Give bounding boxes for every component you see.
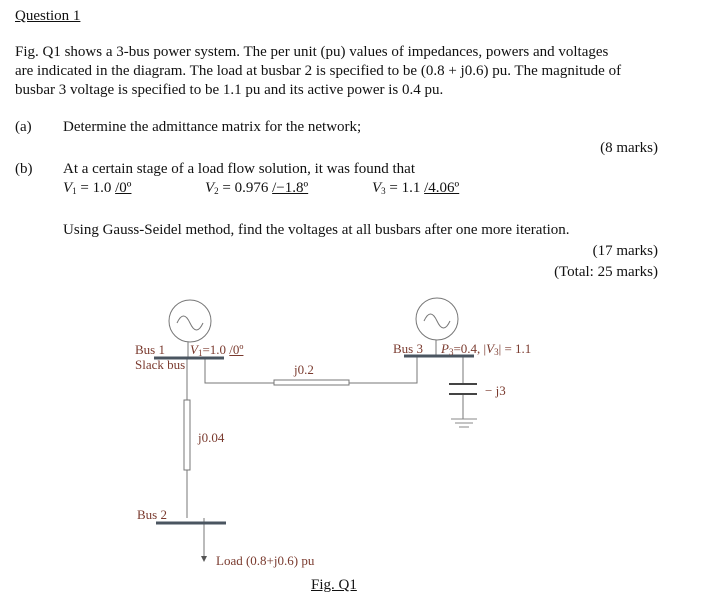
line-1-2-impedance-label: j0.04 <box>198 430 225 445</box>
v1-symbol: V <box>63 180 73 196</box>
v3-symbol: V <box>372 180 382 196</box>
slack-bus-label: Slack bus <box>135 357 186 372</box>
intro-line-1: Fig. Q1 shows a 3-bus power system. The per unit (pu) values of impedances, powers and voltages <box>15 44 609 60</box>
intro-line-3: busbar 3 voltage is specified to be 1.1 pu and its active power is 0.4 pu. <box>15 82 444 98</box>
v2-value: = 0.976 <box>218 180 273 196</box>
generator-1-icon <box>169 300 211 342</box>
part-a-text: Determine the admittance matrix for the network; <box>63 119 362 135</box>
bus-1-label: Bus 1 <box>135 342 165 357</box>
v3-value: = 1.1 <box>385 180 425 196</box>
part-a-marks: (8 marks) <box>600 140 658 156</box>
v1-annotation <box>190 343 243 360</box>
v1-ann-value: =1.0 <box>202 342 230 357</box>
figure-caption: Fig. Q1 <box>311 577 357 593</box>
p3-sub: 3 <box>448 347 454 357</box>
question-heading: Question 1 <box>15 8 81 24</box>
p3-value: =0.4, | <box>453 341 487 356</box>
v2-subscript: 2 <box>214 186 219 196</box>
v1-subscript: 1 <box>72 186 77 196</box>
part-b-label: (b) <box>15 161 33 177</box>
v1-value: = 1.0 <box>76 180 116 196</box>
v2-symbol: V <box>205 180 215 196</box>
bus-3-label: Bus 3 <box>393 341 423 356</box>
v3-subscript: 3 <box>381 186 386 196</box>
v1-ann-sub: 1 <box>197 348 203 358</box>
capacitor-label: − j3 <box>485 383 506 398</box>
total-marks: (Total: 25 marks) <box>554 264 658 280</box>
load-label: Load (0.8+j0.6) pu <box>216 553 315 568</box>
intro-line-2: are indicated in the diagram. The load at busbar 2 is specified to be (0.8 + j0.6) pu. The magnitude of <box>15 63 622 79</box>
generator-1-wave <box>177 316 203 330</box>
v1-ann-symbol: V <box>190 342 198 357</box>
v1-angle: /0º <box>115 180 132 196</box>
v1-ann-angle: /0º <box>229 342 244 357</box>
v3-ann-sub: 3 <box>494 347 499 357</box>
part-b-instruction: Using Gauss-Seidel method, find the voltages at all busbars after one more iteration. <box>63 222 570 238</box>
part-b-marks: (17 marks) <box>592 243 658 259</box>
part-b-text: At a certain stage of a load flow solution, it was found that <box>63 161 415 177</box>
ground-icon <box>451 419 477 427</box>
p3-symbol: P <box>441 341 449 356</box>
generator-3-wave <box>424 314 450 328</box>
v2-angle: /−1.8º <box>272 180 309 196</box>
impedance-1-3 <box>274 380 349 385</box>
bus-2-label: Bus 2 <box>137 507 167 522</box>
v3-ann-value: | = 1.1 <box>498 341 532 356</box>
v3-ann-symbol: V <box>486 341 495 356</box>
v3-angle: /4.06º <box>424 180 460 196</box>
part-a-label: (a) <box>15 119 32 135</box>
generator-3-icon <box>416 298 458 340</box>
line-1-3-impedance-label: j0.2 <box>294 362 314 377</box>
load-arrow-icon <box>201 556 207 562</box>
bus-3-spec <box>441 342 531 359</box>
impedance-1-2 <box>184 400 190 470</box>
line-1-3-wire <box>205 358 274 383</box>
